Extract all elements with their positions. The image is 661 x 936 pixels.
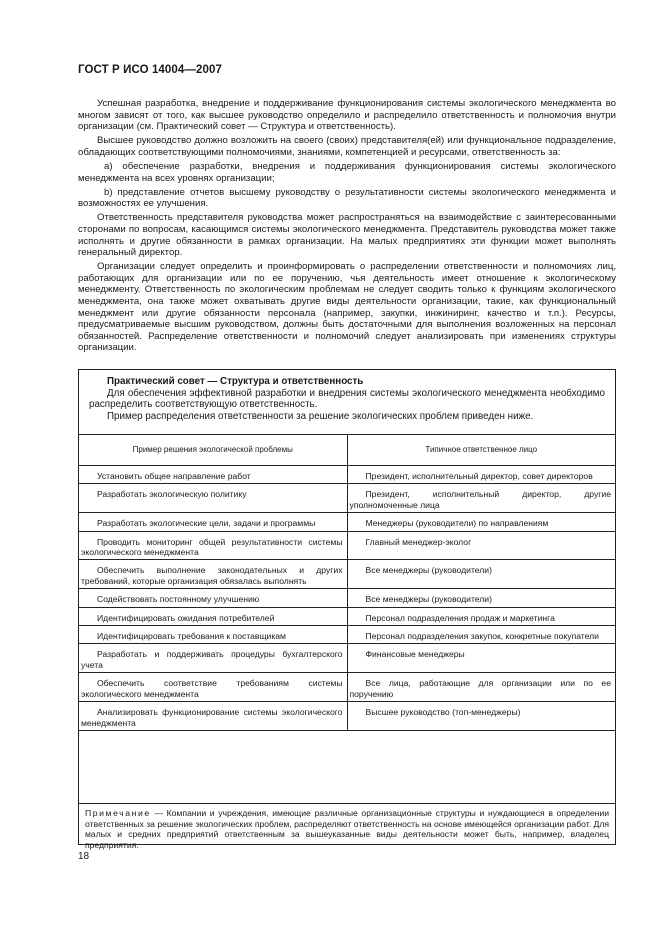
responsibility-table: [79, 434, 615, 731]
note-text: — Компании и учреждения, имеющие различные организационные структуры и нуждающиеся в определении ответственных за решение экологических проблем, распределяют ответственность на основе имеющейся организации работ. Для малых и средних предприятий ответственным за вышеуказанные виды деятельности может быть, например, владелец предприятия.: [85, 808, 609, 850]
table-row: [79, 560, 615, 589]
responsible-cell: [347, 673, 615, 702]
problem-text: Идентифицировать требования к поставщикам: [97, 631, 286, 642]
table-row: [79, 531, 615, 560]
practical-advice-box: [78, 369, 616, 850]
problem-cell: [79, 626, 347, 644]
practical-advice-title: Практический совет — Структура и ответственность: [107, 376, 364, 387]
responsible-cell: [347, 644, 615, 673]
list-item: b) представление отчетов высшему руководству о результативности системы экологического менеджмента и возможностях ее улучшения.: [78, 186, 616, 210]
problem-cell: [79, 466, 347, 484]
problem-text: Установить общее направление работ: [97, 471, 251, 481]
responsible-text: Финансовые менеджеры: [365, 649, 465, 660]
problem-text: Обеспечить соответствие требованиям системы экологического менеджмента: [81, 678, 343, 699]
problem-cell: [79, 673, 347, 702]
problem-cell: [79, 644, 347, 673]
responsible-cell: [347, 589, 615, 607]
list-item: a) обеспечение разработки, внедрения и поддерживания функционирования системы экологического менеджмента на всех уровнях организации;: [78, 160, 616, 184]
responsible-cell: [347, 560, 615, 589]
table-note: [79, 803, 615, 850]
page-number: 18: [78, 851, 90, 862]
problem-text: Разработать экологические цели, задачи и программы: [97, 518, 316, 529]
responsible-cell: [347, 626, 615, 644]
document-header: ГОСТ Р ИСО 14004—2007: [78, 64, 223, 76]
note-label: Примечание: [85, 808, 151, 818]
responsible-cell: [347, 702, 615, 731]
responsible-text: Персонал подразделения закупок, конкретные покупатели: [365, 631, 599, 642]
table-row: [79, 673, 615, 702]
problem-text: Анализировать функционирование системы экологического менеджмента: [81, 707, 343, 728]
responsible-cell: [347, 607, 615, 625]
table-row: [79, 589, 615, 607]
table-row: [79, 626, 615, 644]
responsible-text: Высшее руководство (топ-менеджеры): [365, 707, 521, 718]
problem-cell: [79, 513, 347, 531]
paragraph: Ответственность представителя руководства может распространяться на взаимодействие с заинтересованными сторонами по вопросам, касающимся системы экологического менеджмента. Представитель руководства может также исполнять и другие обязанности в рамках организации. На малых предприятиях эти функции может выполнять генеральный директор.: [78, 212, 616, 259]
column-header-responsible: Типичное ответственное лицо: [347, 435, 615, 466]
problem-text: Содействовать постоянному улучшению: [97, 594, 260, 605]
table-row: [79, 702, 615, 731]
problem-cell: [79, 484, 347, 513]
problem-cell: [79, 531, 347, 560]
responsible-text: Все лица, работающие для организации или по ее поручению: [349, 678, 611, 699]
paragraph: Успешная разработка, внедрение и поддерживание функционирования системы экологического менеджмента во многом зависят от того, как высшее руководство определило и распределило ответственность и полномочия внутри организации (см. Практический совет — Структура и ответственность).: [78, 98, 616, 133]
table-row: [79, 484, 615, 513]
problem-text: Обеспечить выполнение законодательных и других требований, которые организация обязалась выполнять: [81, 565, 343, 586]
responsible-text: Все менеджеры (руководители): [365, 594, 492, 605]
table-row: [79, 513, 615, 531]
responsible-text: Персонал подразделения продаж и маркетинга: [365, 612, 555, 623]
responsible-text: Менеджеры (руководители) по направлениям: [365, 518, 549, 529]
problem-cell: [79, 702, 347, 731]
table-row: [79, 644, 615, 673]
problem-text: Разработать и поддерживать процедуры бухгалтерского учета: [81, 649, 343, 670]
table-row: [79, 607, 615, 625]
responsible-cell: [347, 484, 615, 513]
practical-advice-example-intro: Пример распределения ответственности за решение экологических проблем приведен ниже.: [107, 410, 534, 422]
problem-text: Идентифицировать ожидания потребителей: [97, 612, 275, 623]
responsible-text: Главный менеджер-эколог: [365, 536, 472, 547]
responsible-cell: [347, 466, 615, 484]
column-header-problem: Пример решения экологической проблемы: [79, 435, 347, 466]
problem-text: Разработать экологическую политику: [97, 489, 247, 500]
problem-cell: [79, 589, 347, 607]
main-text: [78, 98, 616, 356]
responsible-text: Все менеджеры (руководители): [365, 565, 492, 576]
practical-advice-intro: Для обеспечения эффективной разработки и внедрения системы экологического менеджмента необходимо распределить соответствующую ответственность.: [89, 387, 605, 410]
table-row: [79, 466, 615, 484]
problem-cell: [79, 560, 347, 589]
responsible-text: Президент, исполнительный директор, другие уполномоченные лица: [349, 489, 611, 510]
responsible-cell: [347, 531, 615, 560]
responsible-text: Президент, исполнительный директор, совет директоров: [365, 471, 593, 481]
practical-advice-header: [79, 370, 615, 422]
problem-text: Проводить мониторинг общей результативности системы экологического менеджмента: [81, 536, 343, 558]
table-header-row: [79, 435, 615, 466]
responsible-cell: [347, 513, 615, 531]
problem-cell: [79, 607, 347, 625]
paragraph: Высшее руководство должно возложить на своего (своих) представителя(ей) или функциональное подразделение, обладающих соответствующими полномочиями, знаниями, компетенцией и ресурсами, ответственность за:: [78, 135, 616, 158]
paragraph: Организации следует определить и проинформировать о распределении ответственности и полномочиях лиц, работающих для организации или по ее поручению, чья деятельность имеет отношение к экологическому менеджменту. Ответственность по экологическим проблемам не следует сводить только к функциям экологического менеджмента, она также может охватывать другие виды деятельности организации, такие, как функциональный менеджмент или другие обязанности персонала (например, закупки, инжиниринг, качество и т.п.). Ресурсы, предусматриваемые высшим руководством, должны быть достаточными для выполнения возложенных на персонал обязанностей. Распределение ответственности и полномочий следует анализировать при изменениях структуры организации.: [78, 261, 616, 354]
